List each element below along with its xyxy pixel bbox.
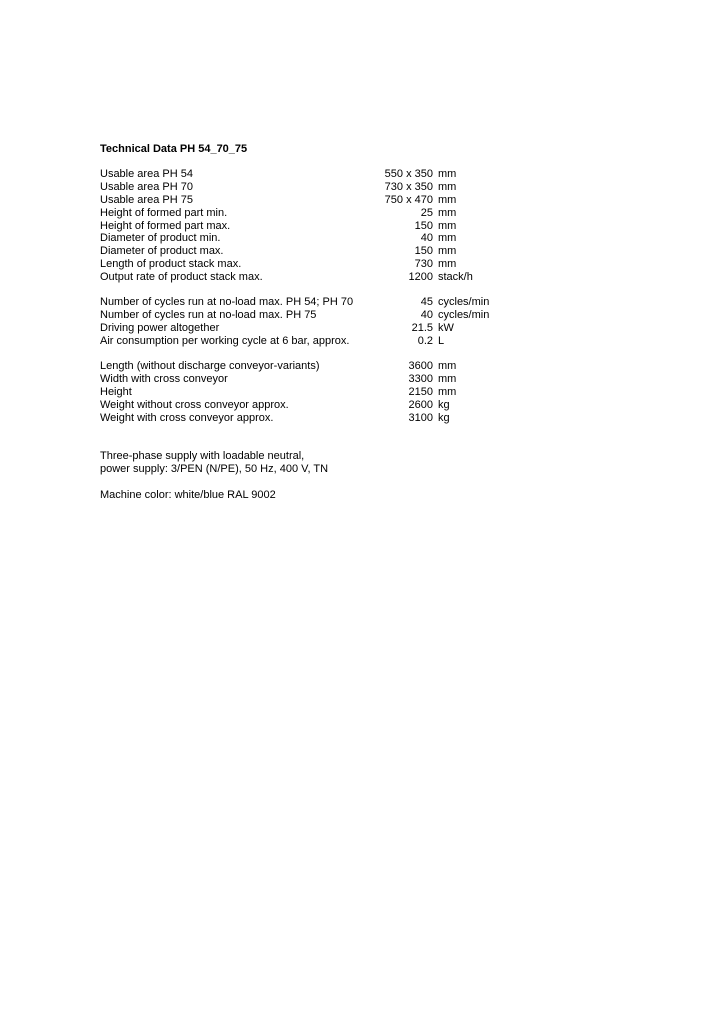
- spec-row: [100, 220, 620, 233]
- spec-value: 25: [420, 206, 433, 219]
- spec-label: Usable area PH 54: [100, 168, 193, 180]
- spec-row: [100, 309, 620, 322]
- spec-label: Diameter of product min.: [100, 232, 221, 245]
- spec-value: 21.5: [411, 321, 433, 334]
- spec-row: [100, 207, 620, 220]
- dimension-and-weight-specs: [100, 360, 620, 424]
- spec-row: [100, 373, 620, 386]
- spec-row: [100, 245, 620, 258]
- spec-row: [100, 335, 620, 348]
- power-supply-line-1: Three-phase supply with loadable neutral,: [100, 450, 305, 462]
- spec-label: Number of cycles run at no-load max. PH 75: [100, 308, 317, 321]
- spec-unit: kg: [438, 398, 450, 411]
- spec-value: 45: [420, 296, 433, 308]
- spec-value: 3600: [408, 360, 433, 372]
- spec-value: 40: [420, 232, 433, 245]
- spec-row: [100, 181, 620, 194]
- spec-label: Usable area PH 75: [100, 193, 193, 206]
- spec-unit: cycles/min: [438, 308, 490, 321]
- spec-unit: mm: [438, 193, 457, 206]
- spec-label: Length of product stack max.: [100, 258, 242, 271]
- spec-label: Driving power altogether: [100, 321, 220, 334]
- spec-label: Height of formed part min.: [100, 206, 228, 219]
- spec-value: 1200: [408, 271, 433, 284]
- power-supply-note: [100, 450, 328, 476]
- spec-value: 3100: [408, 411, 433, 424]
- document-title: Technical Data PH 54_70_75: [100, 143, 248, 155]
- spec-label: Air consumption per working cycle at 6 bar, approx.: [100, 334, 350, 347]
- spec-value: 730: [414, 258, 433, 271]
- spec-unit: kg: [438, 411, 450, 424]
- machine-color-note: Machine color: white/blue RAL 9002: [100, 489, 276, 501]
- spec-row: [100, 271, 620, 284]
- performance-specs: [100, 296, 620, 348]
- spec-row: [100, 258, 620, 271]
- spec-unit: mm: [438, 219, 457, 232]
- spec-row: [100, 232, 620, 245]
- spec-row: [100, 168, 620, 181]
- spec-unit: mm: [438, 180, 457, 193]
- spec-value: 550 x 350: [384, 168, 433, 180]
- spec-value: 750 x 470: [384, 193, 433, 206]
- spec-unit: mm: [438, 258, 457, 271]
- spec-value: 2600: [408, 398, 433, 411]
- spec-label: Width with cross conveyor: [100, 372, 228, 385]
- spec-row: [100, 296, 620, 309]
- spec-label: Height: [100, 385, 132, 398]
- spec-row: [100, 386, 620, 399]
- spec-label: Number of cycles run at no-load max. PH 54; PH 70: [100, 296, 354, 308]
- spec-label: Diameter of product max.: [100, 245, 224, 258]
- spec-unit: mm: [438, 360, 457, 372]
- spec-value: 0.2: [417, 334, 433, 347]
- spec-label: Weight with cross conveyor approx.: [100, 411, 274, 424]
- spec-value: 3300: [408, 372, 433, 385]
- spec-unit: kW: [438, 321, 454, 334]
- spec-row: [100, 399, 620, 412]
- spec-row: [100, 194, 620, 207]
- spec-value: 150: [414, 245, 433, 258]
- spec-label: Output rate of product stack max.: [100, 271, 263, 284]
- spec-value: 730 x 350: [384, 180, 433, 193]
- spec-value: 2150: [408, 385, 433, 398]
- spec-row: [100, 360, 620, 373]
- spec-label: Usable area PH 70: [100, 180, 193, 193]
- power-supply-line-2: power supply: 3/PEN (N/PE), 50 Hz, 400 V, TN: [100, 462, 329, 475]
- spec-unit: mm: [438, 385, 457, 398]
- spec-row: [100, 322, 620, 335]
- spec-unit: cycles/min: [438, 296, 490, 308]
- spec-label: Weight without cross conveyor approx.: [100, 398, 289, 411]
- spec-value: 40: [420, 308, 433, 321]
- area-and-product-specs: [100, 168, 620, 284]
- spec-unit: L: [438, 334, 445, 347]
- spec-unit: mm: [438, 206, 457, 219]
- spec-value: 150: [414, 219, 433, 232]
- spec-unit: stack/h: [438, 271, 473, 284]
- spec-unit: mm: [438, 372, 457, 385]
- spec-label: Height of formed part max.: [100, 219, 231, 232]
- spec-row: [100, 412, 620, 425]
- spec-unit: mm: [438, 168, 457, 180]
- spec-unit: mm: [438, 232, 457, 245]
- spec-unit: mm: [438, 245, 457, 258]
- spec-label: Length (without discharge conveyor-variants): [100, 360, 320, 372]
